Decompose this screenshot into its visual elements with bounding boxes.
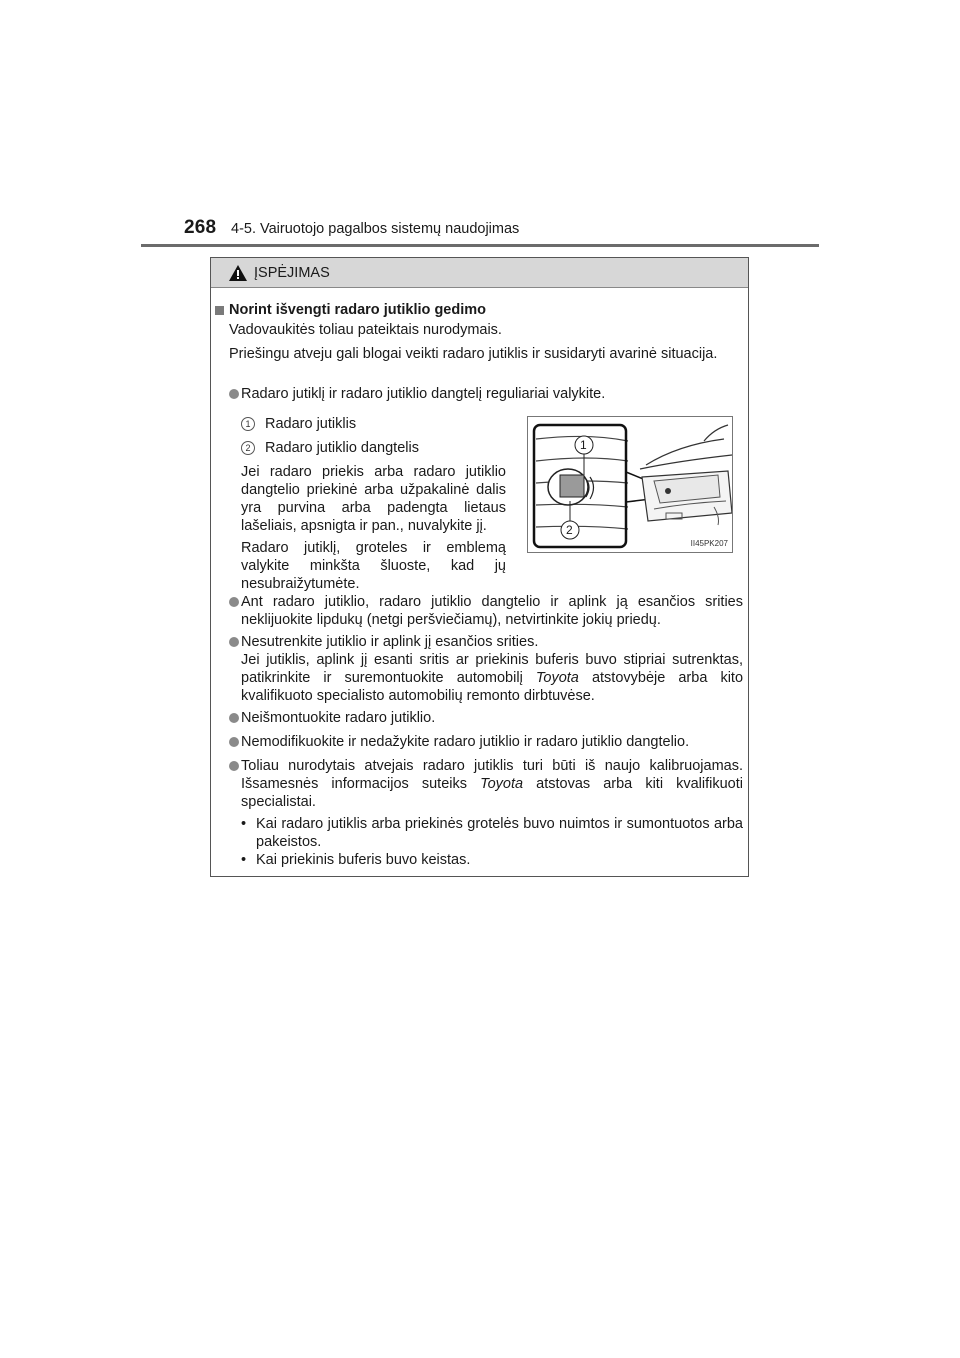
bullet-modify-text: Nemodifikuokite ir nedažykite radaro jutiklio ir radaro jutiklio dangtelio. [241, 734, 690, 750]
bullet-dot-icon [229, 761, 239, 771]
brand-name: Toyota [480, 776, 524, 792]
intro-paragraph-2: Priešingu atveju gali blogai veikti radaro jutiklis ir susidaryti avarinė situacija. [229, 346, 718, 362]
bullet-disassemble-text: Neišmontuokite radaro jutiklio. [241, 710, 436, 726]
bullet-clean [229, 385, 743, 403]
radar-sensor-figure [527, 416, 733, 553]
figure-callout-2: 2 [566, 523, 573, 537]
bullet-modify [229, 733, 743, 751]
number-1-icon: 1 [241, 417, 255, 431]
legend-item-2-text: Radaro jutiklio dangtelis [265, 440, 419, 456]
figure-code: II45PK207 [690, 539, 728, 548]
bullet-impact-text [241, 633, 743, 705]
sub-bullet-mark: • [241, 852, 247, 868]
bullet-calibrate-text [241, 757, 743, 811]
bullet-dot-icon [229, 597, 239, 607]
brand-name: Toyota [535, 670, 579, 686]
figure-callout-1: 1 [580, 438, 587, 452]
bullet-stickers [229, 593, 743, 629]
cleaning-text-2: Radaro jutiklį, groteles ir emblemą valykite minkšta šluoste, kad jų nesubraižytumėte. [241, 540, 506, 592]
bullet-impact-line-3: atstovybėje arba kito kvalifikuoto specialisto automobilių remonto dirbtuvėse. [241, 670, 744, 704]
number-2-icon: 2 [241, 441, 255, 455]
radar-sensor-illustration [528, 417, 732, 552]
bullet-impact-line-1: Nesutrenkite jutiklio ir aplink jį esančios srities. [241, 634, 539, 650]
sub-bullet-mark: • [241, 816, 247, 832]
sub-bullet-1 [241, 815, 743, 851]
cleaning-text-1: Jei radaro priekis arba radaro jutiklio dangtelio priekinė arba užpakalinė dalis yra purvina arba padengta lietaus lašeliais, apsnigta ir pan., nuvalykite jį. [241, 464, 506, 534]
warning-triangle-icon [228, 264, 248, 282]
bullet-dot-icon [229, 713, 239, 723]
section-title: 4-5. Vairuotojo pagalbos sistemų naudojimas [231, 221, 520, 237]
page-number: 268 [184, 217, 217, 238]
bullet-dot-icon [229, 637, 239, 647]
sub-bullet-2-text: Kai priekinis buferis buvo keistas. [256, 852, 471, 868]
section-heading [215, 301, 486, 319]
warning-header [211, 258, 748, 288]
bullet-stickers-text: Ant radaro jutiklio, radaro jutiklio dangtelio ir aplink ją esančios srities neklijuokite lipdukų (netgi peršviečiamų), netvirtinkite jokių priedų. [241, 594, 743, 628]
legend-item-1 [241, 415, 356, 433]
bullet-impact [229, 633, 743, 705]
legend-item-1-text: Radaro jutiklis [265, 416, 357, 432]
legend-item-2 [241, 439, 419, 457]
bullet-disassemble [229, 709, 743, 727]
square-bullet-icon [215, 306, 224, 315]
intro-paragraph-1: Vadovaukitės toliau pateiktais nurodymais. [229, 322, 502, 338]
header-divider [141, 244, 819, 247]
bullet-clean-text: Radaro jutiklį ir radaro jutiklio dangtelį reguliariai valykite. [241, 386, 606, 402]
warning-label: ĮSPĖJIMAS [254, 264, 330, 281]
bullet-impact-line-2: Jei jutiklis, aplink jį esanti sritis ar priekinis buferis buvo stipriai sutrenktas, patikrinkite ir suremontuokite automobilį [241, 652, 743, 686]
section-heading-text: Norint išvengti radaro jutiklio gedimo [229, 302, 486, 318]
sub-bullet-2 [241, 851, 743, 869]
bullet-dot-icon [229, 737, 239, 747]
bullet-calibrate-line-1: Toliau nurodytais atvejais radaro jutiklis turi būti iš naujo kalibruojamas. Išsamesnės informacijos suteiks [241, 758, 743, 792]
bullet-calibrate-line-2: atstovas arba kiti kvalifikuoti specialistai. [241, 776, 743, 810]
sub-bullet-1-text: Kai radaro jutiklis arba priekinės grotelės buvo nuimtos ir sumontuotos arba pakeistos. [256, 816, 743, 850]
bullet-dot-icon [229, 389, 239, 399]
bullet-calibrate [229, 757, 743, 811]
warning-box [210, 257, 749, 877]
